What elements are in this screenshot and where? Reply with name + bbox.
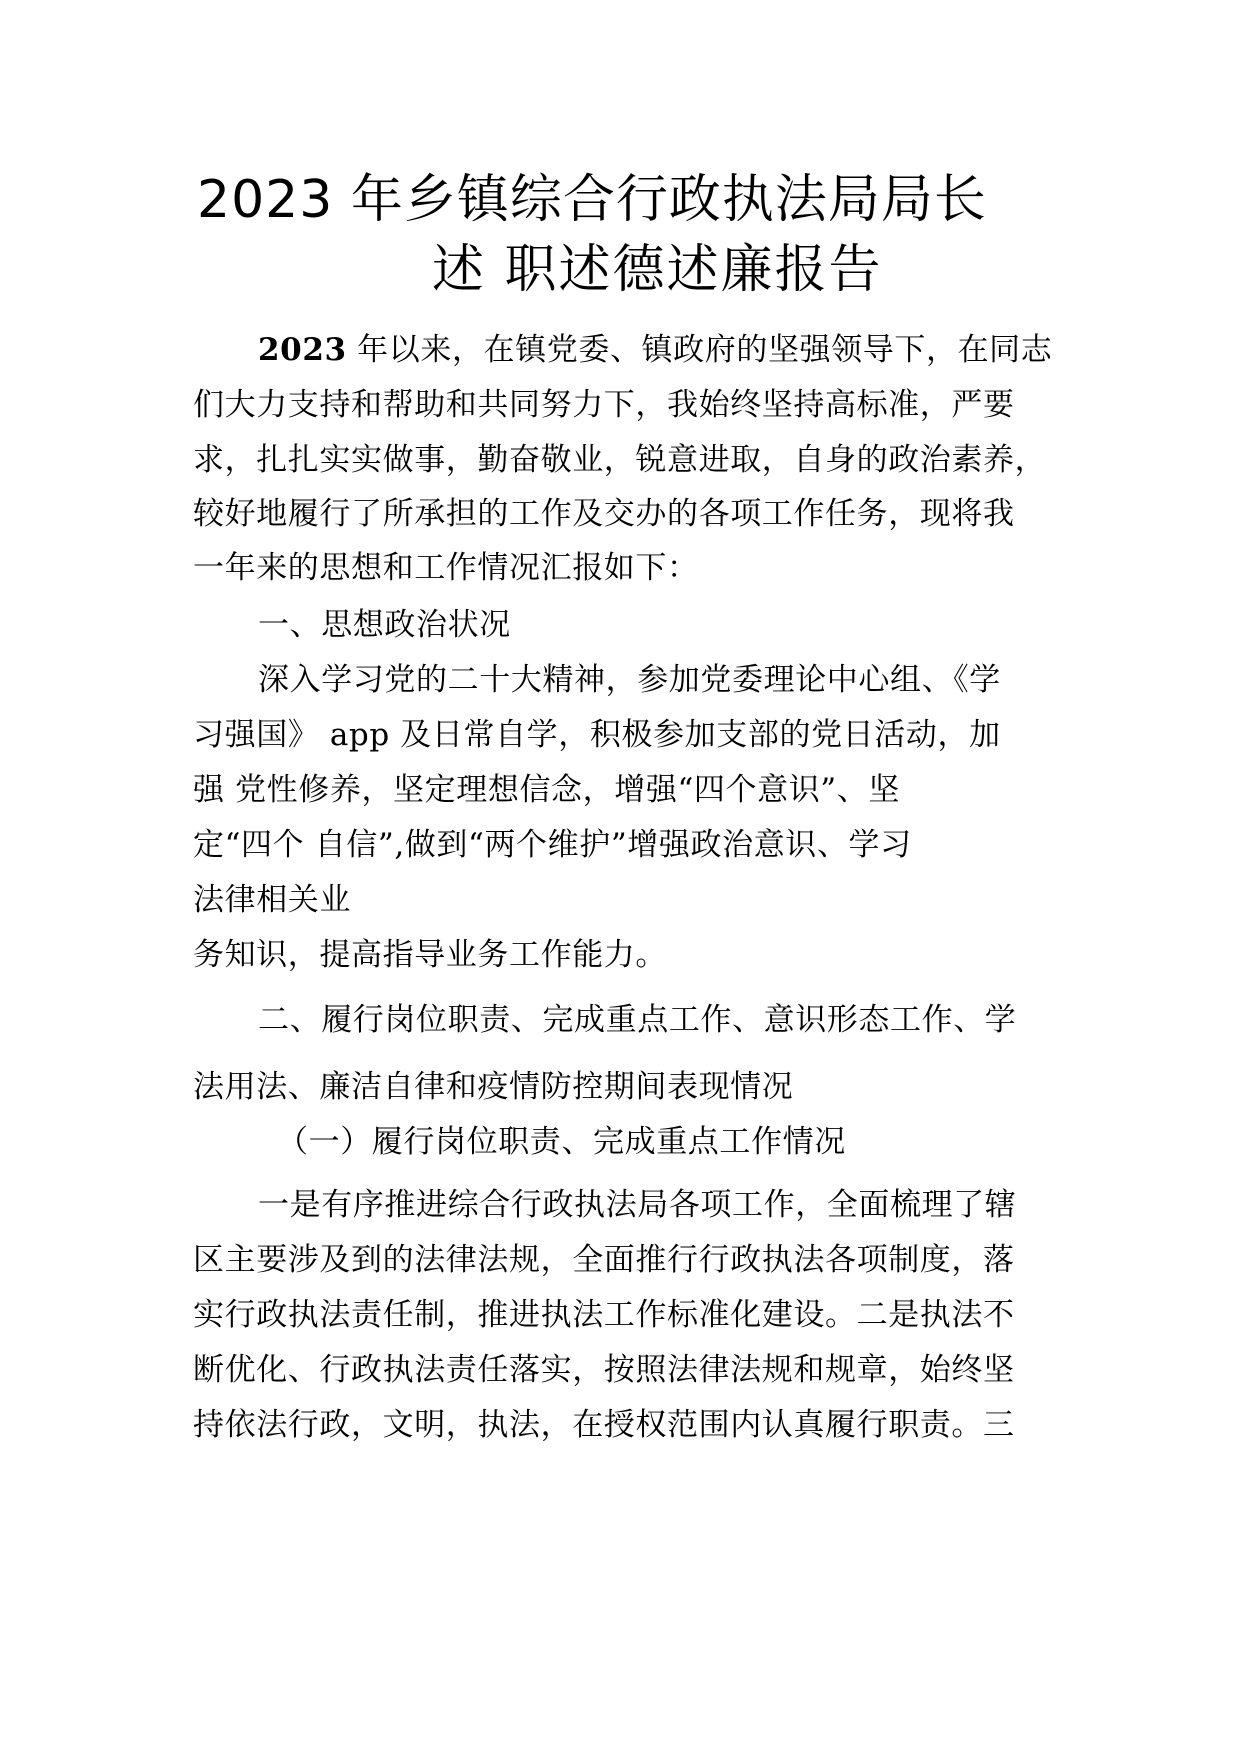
paragraph-3-line-5: 持依法行政，文明，执法，在授权范围内认真履行职责。三 (193, 1407, 1015, 1443)
paragraph-1-line-4: 较好地履行了所承担的工作及交办的各项工作任务，现将我 (193, 496, 1015, 532)
subsection-heading-1: （一）履行岗位职责、完成重点工作情况 (277, 1124, 846, 1160)
paragraph-2-line-6: 务知识，提高指导业务工作能力。 (193, 937, 667, 973)
paragraph-1-line-2: 们大力支持和帮助和共同努力下，我始终坚持高标准，严要 (193, 387, 1015, 423)
paragraph-1-line-1 (258, 330, 1052, 370)
paragraph-2-line-1: 深入学习党的二十大精神，参加党委理论中心组、《学 (258, 662, 1001, 698)
paragraph-1-line-5: 一年来的思想和工作情况汇报如下： (193, 550, 699, 586)
paragraph-1-line-3: 求，扎扎实实做事，勤奋敬业，锐意进取，自身的政治素养， (193, 442, 1047, 478)
paragraph-3-line-4: 断优化、行政执法责任落实，按照法律法规和规章，始终坚 (193, 1352, 1015, 1388)
paragraph-1-year: 2023 (258, 332, 347, 368)
section-heading-1: 一、思想政治状况 (258, 607, 511, 643)
document-title-line-1: 2023 年乡镇综合行政执法局局长 (197, 170, 987, 230)
paragraph-2-line-3: 强 党性修养，坚定理想信念，增强“四个意识”、坚 (193, 772, 900, 808)
paragraph-2-line-2: 习强国》 app 及日常自学，积极参加支部的党日活动，加 (193, 717, 1001, 753)
paragraph-3-line-3: 实行政执法责任制，推进执法工作标准化建设。二是执法不 (193, 1297, 1015, 1333)
section-heading-2-line-2: 法用法、廉洁自律和疫情防控期间表现情况 (193, 1069, 794, 1105)
paragraph-3-line-2: 区主要涉及到的法律法规，全面推行行政执法各项制度，落 (193, 1242, 1015, 1278)
section-heading-2-line-1: 二、履行岗位职责、完成重点工作、意识形态工作、学 (258, 1002, 1017, 1038)
paragraph-2-line-4: 定“四个 自信”,做到“两个维护”增强政治意识、学习 (193, 827, 912, 863)
paragraph-2-line-5: 法律相关业 (193, 882, 351, 918)
paragraph-1-line-1-text: 年以来，在镇党委、镇政府的坚强领导下，在同志 (346, 332, 1053, 368)
paragraph-3-line-1: 一是有序推进综合行政执法局各项工作，全面梳理了辖 (258, 1187, 1017, 1223)
document-title-line-2: 述 职述德述廉报告 (432, 240, 883, 300)
